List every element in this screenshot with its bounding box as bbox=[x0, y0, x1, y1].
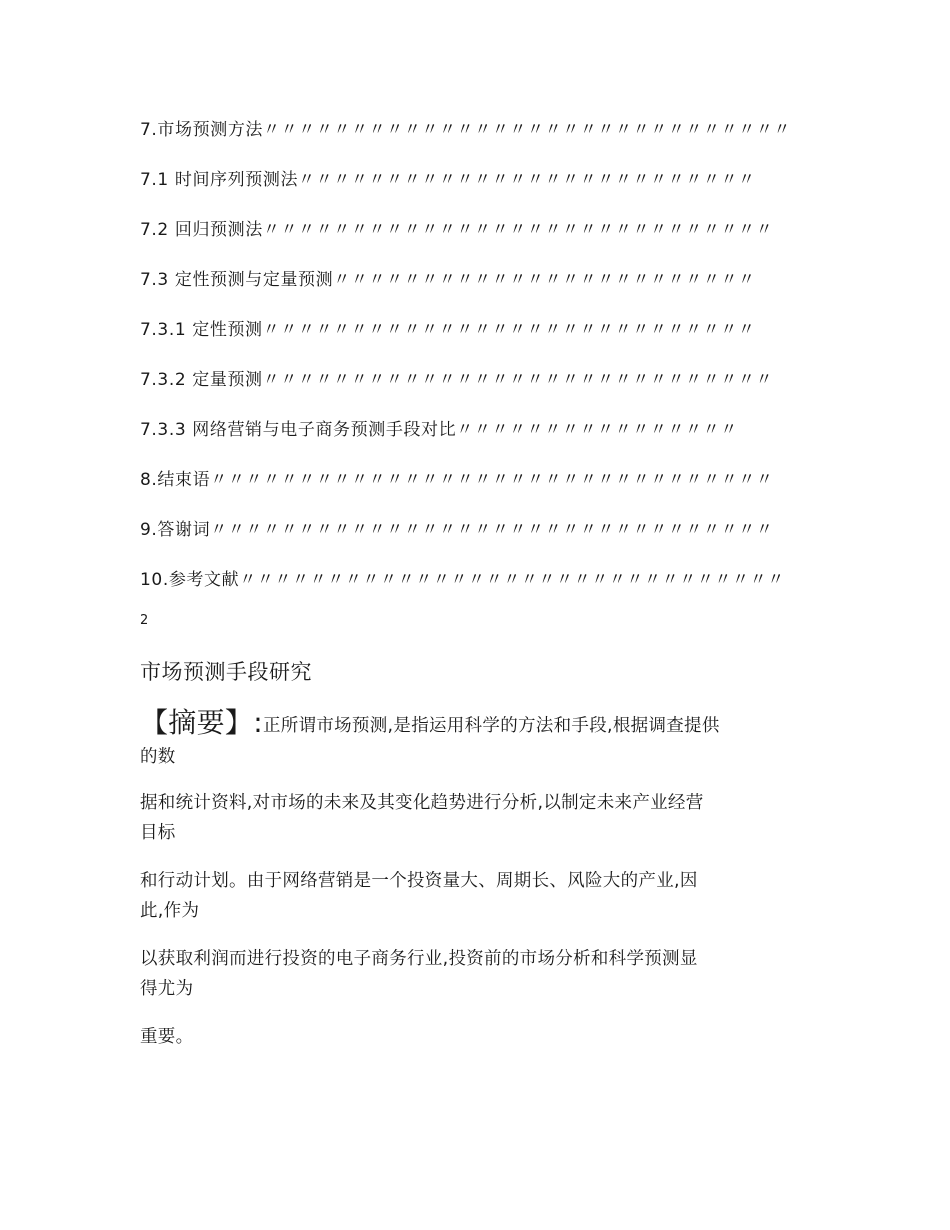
text-line: 重要。 bbox=[140, 1027, 194, 1047]
text-line: 目标 bbox=[140, 823, 176, 843]
text-line bbox=[140, 704, 820, 742]
text-line: 的数 bbox=[140, 747, 176, 767]
abstract-paragraph bbox=[140, 944, 820, 1004]
text-line: 据和统计资料,对市场的未来及其变化趋势进行分析,以制定未来产业经营 bbox=[140, 793, 704, 813]
abstract-paragraph bbox=[140, 704, 820, 772]
abstract bbox=[140, 704, 820, 1070]
toc-entry-7-2: 7.2 回归预测法〃〃〃〃〃〃〃〃〃〃〃〃〃〃〃〃〃〃〃〃〃〃〃〃〃〃〃〃〃 bbox=[140, 220, 774, 240]
toc-entry-9: 9.答谢词〃〃〃〃〃〃〃〃〃〃〃〃〃〃〃〃〃〃〃〃〃〃〃〃〃〃〃〃〃〃〃〃 bbox=[140, 520, 774, 540]
text-line: 得尤为 bbox=[140, 979, 194, 999]
text-line-content: 正所谓市场预测,是指运用科学的方法和手段,根据调查提供 bbox=[262, 716, 720, 736]
toc-entry-10: 10.参考文献〃〃〃〃〃〃〃〃〃〃〃〃〃〃〃〃〃〃〃〃〃〃〃〃〃〃〃〃〃〃〃 bbox=[140, 570, 785, 590]
abstract-paragraph bbox=[140, 866, 820, 926]
toc-entry-7: 7.市场预测方法〃〃〃〃〃〃〃〃〃〃〃〃〃〃〃〃〃〃〃〃〃〃〃〃〃〃〃〃〃〃 bbox=[140, 120, 792, 140]
toc-entry-8: 8.结束语〃〃〃〃〃〃〃〃〃〃〃〃〃〃〃〃〃〃〃〃〃〃〃〃〃〃〃〃〃〃〃〃 bbox=[140, 470, 774, 490]
abstract-label: 【摘要】 bbox=[140, 706, 254, 739]
text-line: 和行动计划。由于网络营销是一个投资量大、周期长、风险大的产业,因 bbox=[140, 871, 698, 891]
table-of-contents bbox=[140, 114, 820, 614]
abstract-paragraph bbox=[140, 1022, 820, 1052]
toc-entry-7-3-2: 7.3.2 定量预测〃〃〃〃〃〃〃〃〃〃〃〃〃〃〃〃〃〃〃〃〃〃〃〃〃〃〃〃〃 bbox=[140, 370, 774, 390]
toc-entry-7-3: 7.3 定性预测与定量预测〃〃〃〃〃〃〃〃〃〃〃〃〃〃〃〃〃〃〃〃〃〃〃〃 bbox=[140, 270, 756, 290]
page-number: 2 bbox=[140, 613, 149, 628]
text-line: 此,作为 bbox=[140, 901, 200, 921]
toc-entry-7-1: 7.1 时间序列预测法〃〃〃〃〃〃〃〃〃〃〃〃〃〃〃〃〃〃〃〃〃〃〃〃〃〃 bbox=[140, 170, 756, 190]
abstract-paragraph bbox=[140, 788, 820, 848]
toc-entry-7-3-1: 7.3.1 定性预测〃〃〃〃〃〃〃〃〃〃〃〃〃〃〃〃〃〃〃〃〃〃〃〃〃〃〃〃 bbox=[140, 320, 756, 340]
text-line: 以获取利润而进行投资的电子商务行业,投资前的市场分析和科学预测显 bbox=[140, 949, 698, 969]
toc-entry-7-3-3: 7.3.3 网络营销与电子商务预测手段对比〃〃〃〃〃〃〃〃〃〃〃〃〃〃〃〃 bbox=[140, 420, 738, 440]
section-title: 市场预测手段研究 bbox=[140, 660, 312, 684]
abstract-colon: : bbox=[253, 706, 263, 739]
